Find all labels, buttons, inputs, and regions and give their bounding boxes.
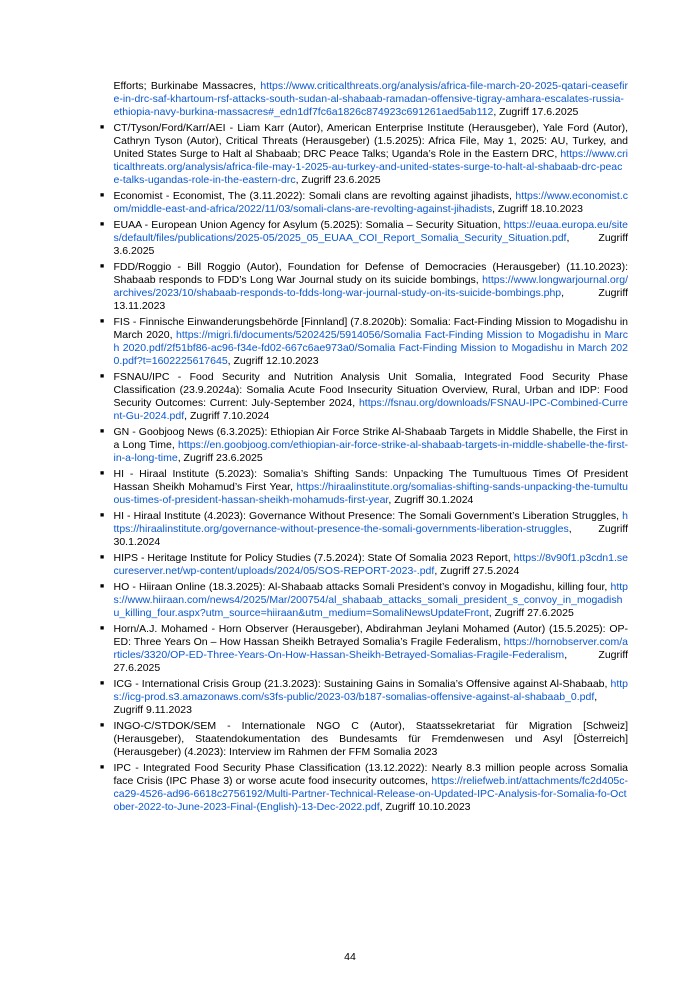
entry-text: INGO-C/STDOK/SEM - Internationale NGO C (Autor), Staatssekretariat für Migration [Schweiz] (Herausgeber), Staatendokumentation des Bundesamts für Fremdenwesen und Asyl [Österreich] (Herausgeber) (4.2023): Interview im Rahmen der FFM Somalia 2023 xyxy=(113,720,628,758)
hyperlink[interactable]: https://euaa.europa.eu/sites/default/files/publications/2025-05/2025_05_EUAA_COI_Report_Somalia_Security_Situation.pdf xyxy=(113,219,628,244)
bibliography-entry xyxy=(100,426,628,465)
entry-text: , Zugriff 17.6.2025 xyxy=(493,106,579,118)
list-bullet-icon: ■ xyxy=(100,679,105,687)
entry-text: , Zugriff 3.6.2025 xyxy=(113,232,628,257)
list-bullet-icon: ■ xyxy=(100,624,105,632)
entry-text: , Zugriff 13.11.2023 xyxy=(113,287,628,312)
bibliography-entry xyxy=(100,581,628,620)
hyperlink[interactable]: https://www.criticalthreats.org/analysis/africa-file-march-20-2025-qatari-ceasefire-in-drc-saf-khartoum-rsf-attacks-south-sudan-al-shabaab-ramadan-offensive-tigray-amhara-escalates-russia-ethiopia-navy-burkina-massacres#_edn1df7fc6a1826c874923c691261aed5ab112 xyxy=(113,80,628,118)
bibliography-entry xyxy=(100,510,628,549)
entry-text: Horn/A.J. Mohamed - Horn Observer (Herausgeber), Abdirahman Jeylani Mohamed (Autor) (15.5.2025): OP-ED: Three Years On – How Hassan Sheikh Betrayed Somalia’s Fragile Federalism, xyxy=(113,623,628,648)
entry-text: HI - Hiraal Institute (4.2023): Governance Without Presence: The Somali Government’s Liberation Struggles, xyxy=(113,510,623,522)
list-bullet-icon: ■ xyxy=(100,317,105,325)
hyperlink[interactable]: https://www.economist.com/middle-east-and-africa/2022/11/03/somali-clans-are-revolting-against-jihadists xyxy=(113,190,628,215)
bibliography-entry xyxy=(100,219,628,258)
hyperlink[interactable]: https://www.hiiraan.com/news4/2025/Mar/200754/al_shabaab_attacks_somali_president_s_convoy_in_mogadishu_killing_four.aspx?utm_source=hiiraan&utm_medium=SomaliNewsUpdateFront xyxy=(113,581,628,619)
entry-text: CT/Tyson/Ford/Karr/AEI - Liam Karr (Autor), American Enterprise Institute (Herausgeber), Yale Ford (Autor), Cathryn Tyson (Autor), Critical Threats (Herausgeber) (1.5.2025): Africa File, May 1, 2025: AU, Turkey, and United States Surge to Halt al Shabaab; DRC Peace Talks; Uganda’s Role in the Eastern DRC, xyxy=(113,122,628,160)
bibliography-entry xyxy=(100,468,628,507)
hyperlink[interactable]: https://reliefweb.int/attachments/fc2d405c-ca29-4526-ad96-6618c2756192/Multi-Partner-Technical-Release-on-Updated-IPC-Analysis-for-Somalia-fo-October-2022-to-June-2023-Final-(English)-13-Dec-2022.pdf xyxy=(113,775,628,813)
entry-text: HO - Hiiraan Online (18.3.2025): Al-Shabaab attacks Somali President’s convoy in Mogadishu, killing four, xyxy=(113,581,611,593)
entry-text: , Zugriff 12.10.2023 xyxy=(227,355,319,367)
list-bullet-icon: ■ xyxy=(100,427,105,435)
bibliography-entry xyxy=(100,261,628,313)
list-bullet-icon: ■ xyxy=(100,582,105,590)
hyperlink[interactable]: https://hiraalinstitute.org/governance-without-presence-the-somali-governments-liberation-struggles xyxy=(113,510,628,535)
list-bullet-icon: ■ xyxy=(100,220,105,228)
entry-text: Efforts; Burkinabe Massacres, xyxy=(113,80,261,92)
list-bullet-icon: ■ xyxy=(100,721,105,729)
list-bullet-icon: ■ xyxy=(100,191,105,199)
list-bullet-icon: ■ xyxy=(100,763,105,771)
entry-text: , Zugriff 7.10.2024 xyxy=(184,410,270,422)
hyperlink[interactable]: https://www.longwarjournal.org/archives/2023/10/shabaab-responds-to-fdds-long-war-journal-study-on-its-suicide-bombings.php xyxy=(113,274,628,299)
bibliography-entry xyxy=(100,552,628,578)
bibliography-entry xyxy=(100,720,628,759)
bibliography-entry xyxy=(100,122,628,187)
entry-text: , Zugriff 30.1.2024 xyxy=(113,523,628,548)
bibliography-entry xyxy=(100,190,628,216)
list-bullet-icon: ■ xyxy=(100,262,105,270)
hyperlink[interactable]: https://hiraalinstitute.org/somalias-shifting-sands-unpacking-the-tumultuous-times-of-president-hassan-sheikh-mohamuds-first-year xyxy=(113,481,628,506)
entry-text: ICG - International Crisis Group (21.3.2023): Sustaining Gains in Somalia’s Offensive against Al-Shabaab, xyxy=(113,678,611,690)
entry-text: , Zugriff 10.10.2023 xyxy=(379,801,471,813)
hyperlink[interactable]: https://migri.fi/documents/5202425/5914056/Somalia Fact-Finding Mission to Mogadishu in March 2020.pdf/2f51bf86-ac96-f34e-fd02-667c6ae973a0/Somalia Fact-Finding Mission to Mogadishu in March 2020.pdf?t=1602225617645 xyxy=(113,329,628,367)
entry-text: , Zugriff 30.1.2024 xyxy=(388,494,474,506)
list-bullet-icon: ■ xyxy=(100,469,105,477)
hyperlink[interactable]: https://fsnau.org/downloads/FSNAU-IPC-Combined-Current-Gu-2024.pdf xyxy=(113,397,628,422)
hyperlink[interactable]: https://www.criticalthreats.org/analysis/africa-file-may-1-2025-au-turkey-and-united-states-surge-to-halt-al-shabaab-drc-peace-talks-ugandas-role-in-the-eastern-drc xyxy=(113,148,628,186)
bibliography-list xyxy=(100,80,628,817)
list-bullet-icon: ■ xyxy=(100,511,105,519)
entry-text: , Zugriff 18.10.2023 xyxy=(492,203,583,215)
entry-text: Economist - Economist, The (3.11.2022): Somali clans are revolting against jihadists, xyxy=(113,190,516,202)
entry-text: , Zugriff 27.6.2025 xyxy=(113,649,628,674)
entry-text: HIPS - Heritage Institute for Policy Studies (7.5.2024): State Of Somalia 2023 Report, xyxy=(113,552,514,564)
entry-text: GN - Goobjoog News (6.3.2025): Ethiopian Air Force Strike Al-Shabaab Targets in Middle Shabelle, the First in a Long Time, xyxy=(113,426,628,451)
list-bullet-icon: ■ xyxy=(100,553,105,561)
bibliography-entry xyxy=(100,762,628,814)
entry-text: FIS - Finnische Einwanderungsbehörde [Finnland] (7.8.2020b): Somalia: Fact-Finding Mission to Mogadishu in March 2020, xyxy=(113,316,628,341)
bibliography-entry xyxy=(100,80,628,119)
hyperlink[interactable]: https://icg-prod.s3.amazonaws.com/s3fs-public/2023-03/b187-somalias-offensive-against-al-shabaab_0.pdf xyxy=(113,678,628,703)
entry-text: , Zugriff 9.11.2023 xyxy=(113,691,598,716)
bibliography-entry xyxy=(100,316,628,368)
bibliography-entry xyxy=(100,371,628,423)
entry-text: , Zugriff 23.6.2025 xyxy=(295,174,381,186)
entry-text: HI - Hiraal Institute (5.2023): Somalia’s Shifting Sands: Unpacking The Tumultuous Times Of President Hassan Sheikh Mohamud’s First Year, xyxy=(113,468,628,493)
page-number: 44 xyxy=(344,951,356,963)
list-bullet-icon: ■ xyxy=(100,123,105,131)
entry-text: FDD/Roggio - Bill Roggio (Autor), Foundation for Defense of Democracies (Herausgeber) (11.10.2023): Shabaab responds to FDD’s Long War Journal study on its suicide bombings, xyxy=(113,261,628,286)
entry-text: IPC - Integrated Food Security Phase Classification (13.12.2022): Nearly 8.3 million people across Somalia face Crisis (IPC Phase 3) or worse acute food insecurity outcomes, xyxy=(113,762,628,787)
bibliography-entry xyxy=(100,623,628,675)
entry-text: FSNAU/IPC - Food Security and Nutrition Analysis Unit Somalia, Integrated Food Security Phase Classification (23.9.2024a): Somalia Acute Food Insecurity Situation Overview, Rural, Urban and IDP: Food Security Outcomes: Current: July-September 2024, xyxy=(113,371,628,409)
entry-text: , Zugriff 23.6.2025 xyxy=(177,452,263,464)
hyperlink[interactable]: https://en.goobjoog.com/ethiopian-air-force-strike-al-shabaab-targets-in-middle-shabelle-the-first-in-a-long-time xyxy=(113,439,628,464)
hyperlink[interactable]: https://hornobserver.com/articles/3320/OP-ED-Three-Years-On-How-Hassan-Sheikh-Betrayed-Somalias-Fragile-Federalism xyxy=(113,636,628,661)
entry-text: EUAA - European Union Agency for Asylum (5.2025): Somalia – Security Situation, xyxy=(113,219,504,231)
bibliography-entry xyxy=(100,678,628,717)
entry-text: , Zugriff 27.6.2025 xyxy=(488,607,574,619)
entry-text: , Zugriff 27.5.2024 xyxy=(434,565,520,577)
list-bullet-icon: ■ xyxy=(100,372,105,380)
hyperlink[interactable]: https://8v90f1.p3cdn1.secureserver.net/wp-content/uploads/2024/05/SOS-REPORT-2023-.pdf xyxy=(113,552,628,577)
